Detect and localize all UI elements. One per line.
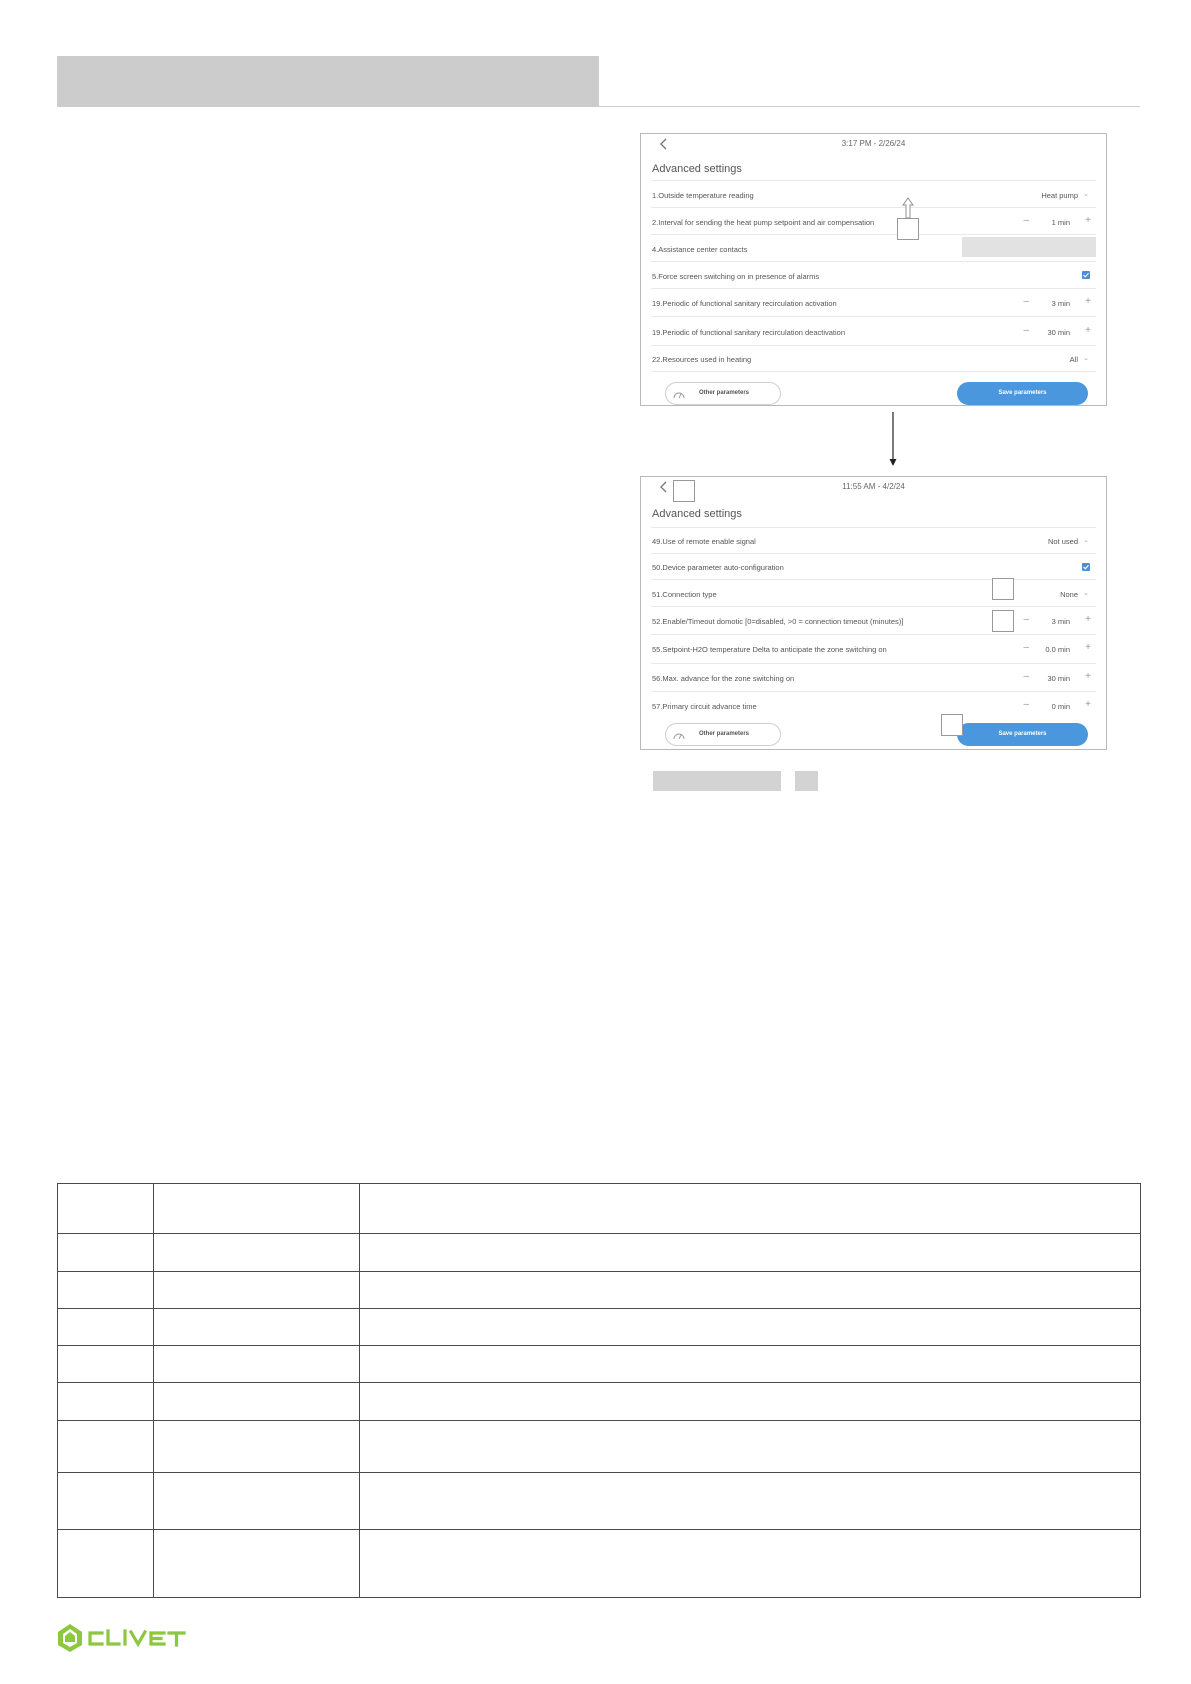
table-cell: [154, 1421, 360, 1473]
table-cell: [154, 1473, 360, 1530]
table-cell: [58, 1383, 154, 1421]
table-cell: [360, 1473, 1141, 1530]
decrement-button[interactable]: –: [1023, 699, 1029, 710]
stepper-value: 30 min: [1047, 674, 1070, 683]
table-row: [58, 1346, 1141, 1383]
stepper-value: 1 min: [1051, 218, 1070, 227]
setting-label: 52.Enable/Timeout domotic [0=disabled, >0 = connection timeout (minutes)]: [652, 617, 904, 626]
caption-bar: [653, 771, 781, 791]
decrement-button[interactable]: –: [1023, 671, 1029, 682]
table-cell: [154, 1383, 360, 1421]
increment-button[interactable]: +: [1085, 215, 1091, 226]
chevron-down-icon[interactable]: ⌄: [1083, 537, 1089, 544]
setting-label: 22.Resources used in heating: [652, 355, 752, 364]
timestamp: 11:55 AM - 4/2/24: [842, 482, 905, 491]
table-header-cell: [360, 1184, 1141, 1234]
chevron-down-icon[interactable]: ⌄: [1083, 355, 1089, 362]
stepper-value: 30 min: [1047, 328, 1070, 337]
decrement-button[interactable]: –: [1023, 642, 1029, 653]
increment-button[interactable]: +: [1085, 671, 1091, 682]
other-parameters-label: Other parameters: [699, 390, 750, 396]
callout-box: [897, 218, 919, 240]
table-row: [58, 1234, 1141, 1272]
table-cell: [360, 1383, 1141, 1421]
setting-row-force-screen: [651, 262, 1096, 289]
save-parameters-button[interactable]: Save parameters: [957, 382, 1088, 405]
setting-label: 57.Primary circuit advance time: [652, 702, 757, 711]
table-header-row: [58, 1184, 1141, 1234]
table-header-cell: [154, 1184, 360, 1234]
table-cell: [360, 1530, 1141, 1598]
stepper-value: 0 min: [1051, 702, 1070, 711]
check-icon: [1082, 563, 1090, 571]
dropdown-value[interactable]: None: [1060, 590, 1078, 599]
table-cell: [58, 1530, 154, 1598]
setting-label: 19.Periodic of functional sanitary recirculation activation: [652, 299, 837, 308]
chevron-down-icon[interactable]: ⌄: [1083, 191, 1089, 198]
table-cell: [360, 1272, 1141, 1309]
setting-label: 49.Use of remote enable signal: [652, 537, 756, 546]
increment-button[interactable]: +: [1085, 614, 1091, 625]
gauge-icon: [673, 389, 685, 399]
table-row: [58, 1309, 1141, 1346]
setting-label: 4.Assistance center contacts: [652, 245, 748, 254]
top-bar: [641, 477, 1106, 499]
checkbox-checked[interactable]: [1082, 271, 1090, 279]
decrement-button[interactable]: –: [1023, 325, 1029, 336]
setting-label: 56.Max. advance for the zone switching on: [652, 674, 795, 683]
callout-box: [941, 714, 963, 736]
checkbox-checked[interactable]: [1082, 563, 1090, 571]
setting-row-assistance-contacts: [651, 235, 1096, 262]
decrement-button[interactable]: –: [1023, 614, 1029, 625]
setting-label: 51.Connection type: [652, 590, 717, 599]
stepper-value: 3 min: [1051, 617, 1070, 626]
page-title: Advanced settings: [652, 163, 742, 175]
increment-button[interactable]: +: [1085, 296, 1091, 307]
save-parameters-button[interactable]: Save parameters: [957, 723, 1088, 746]
other-parameters-button[interactable]: [665, 723, 781, 746]
table-cell: [58, 1346, 154, 1383]
setting-label: 2.Interval for sending the heat pump setpoint and air compensation: [652, 218, 875, 227]
increment-button[interactable]: +: [1085, 642, 1091, 653]
check-icon: [1082, 271, 1090, 279]
setting-row-max-advance: [651, 664, 1096, 692]
callout-box: [992, 578, 1014, 600]
setting-row-resources-heating[interactable]: [651, 346, 1096, 372]
timestamp: 3:17 PM - 2/26/24: [841, 139, 906, 148]
setting-row-outside-temperature[interactable]: [651, 181, 1096, 208]
setting-row-timeout-domotic: [651, 607, 1096, 635]
assistance-contacts-field[interactable]: [962, 237, 1096, 257]
table-cell: [58, 1272, 154, 1309]
decrement-button[interactable]: –: [1023, 296, 1029, 307]
dropdown-value[interactable]: Not used: [1047, 537, 1078, 546]
table-row: [58, 1530, 1141, 1598]
setting-row-recirc-activation: [651, 289, 1096, 317]
setting-label: 55.Setpoint-H2O temperature Delta to anticipate the zone switching on: [652, 645, 887, 654]
table-cell: [58, 1473, 154, 1530]
stepper-value: 3 min: [1051, 299, 1070, 308]
page-header-bar: [57, 56, 599, 107]
other-parameters-button[interactable]: [665, 382, 781, 405]
table-cell: [154, 1234, 360, 1272]
table-cell: [360, 1421, 1141, 1473]
clivet-logo: [56, 1622, 202, 1654]
table-cell: [154, 1530, 360, 1598]
header-rule: [599, 106, 1140, 107]
setting-label: 19.Periodic of functional sanitary recirculation deactivation: [652, 328, 846, 337]
table-cell: [360, 1346, 1141, 1383]
table-header-cell: [58, 1184, 154, 1234]
table-cell: [58, 1234, 154, 1272]
dropdown-value[interactable]: Heat pump: [1041, 191, 1078, 200]
table-cell: [154, 1346, 360, 1383]
setting-row-primary-advance: [651, 692, 1096, 720]
table-cell: [58, 1421, 154, 1473]
table-row: [58, 1421, 1141, 1473]
up-arrow-icon: [902, 197, 914, 219]
stepper-value: 0.0 min: [1045, 645, 1070, 654]
increment-button[interactable]: +: [1085, 699, 1091, 710]
table-cell: [154, 1272, 360, 1309]
top-bar: [641, 134, 1106, 156]
down-arrow-icon: [889, 412, 897, 466]
table-cell: [154, 1309, 360, 1346]
setting-row-remote-enable[interactable]: [651, 528, 1096, 554]
table-row: [58, 1383, 1141, 1421]
screenshot-advanced-settings-1: [640, 133, 1107, 406]
setting-row-setpoint-delta: [651, 635, 1096, 664]
callout-box: [673, 480, 695, 502]
table-cell: [360, 1234, 1141, 1272]
chevron-down-icon[interactable]: ⌄: [1083, 590, 1089, 597]
callout-box: [992, 610, 1014, 632]
screenshot-advanced-settings-2: [640, 476, 1107, 750]
other-parameters-label: Other parameters: [699, 731, 750, 737]
increment-button[interactable]: +: [1085, 325, 1091, 336]
setting-label: 1.Outside temperature reading: [652, 191, 754, 200]
table-cell: [58, 1309, 154, 1346]
setting-row-recirc-deactivation: [651, 317, 1096, 346]
parameters-table: [57, 1183, 1141, 1598]
setting-row-interval-sending: [651, 208, 1096, 235]
gauge-icon: [673, 730, 685, 740]
caption-bar: [795, 771, 818, 791]
setting-row-auto-configuration: [651, 554, 1096, 580]
decrement-button[interactable]: –: [1023, 215, 1029, 226]
table-row: [58, 1473, 1141, 1530]
setting-row-connection-type[interactable]: [651, 580, 1096, 607]
setting-label: 50.Device parameter auto-configuration: [652, 563, 784, 572]
setting-label: 5.Force screen switching on in presence of alarms: [652, 272, 820, 281]
dropdown-value[interactable]: All: [1069, 355, 1078, 364]
page-title: Advanced settings: [652, 508, 742, 520]
table-cell: [360, 1309, 1141, 1346]
table-row: [58, 1272, 1141, 1309]
